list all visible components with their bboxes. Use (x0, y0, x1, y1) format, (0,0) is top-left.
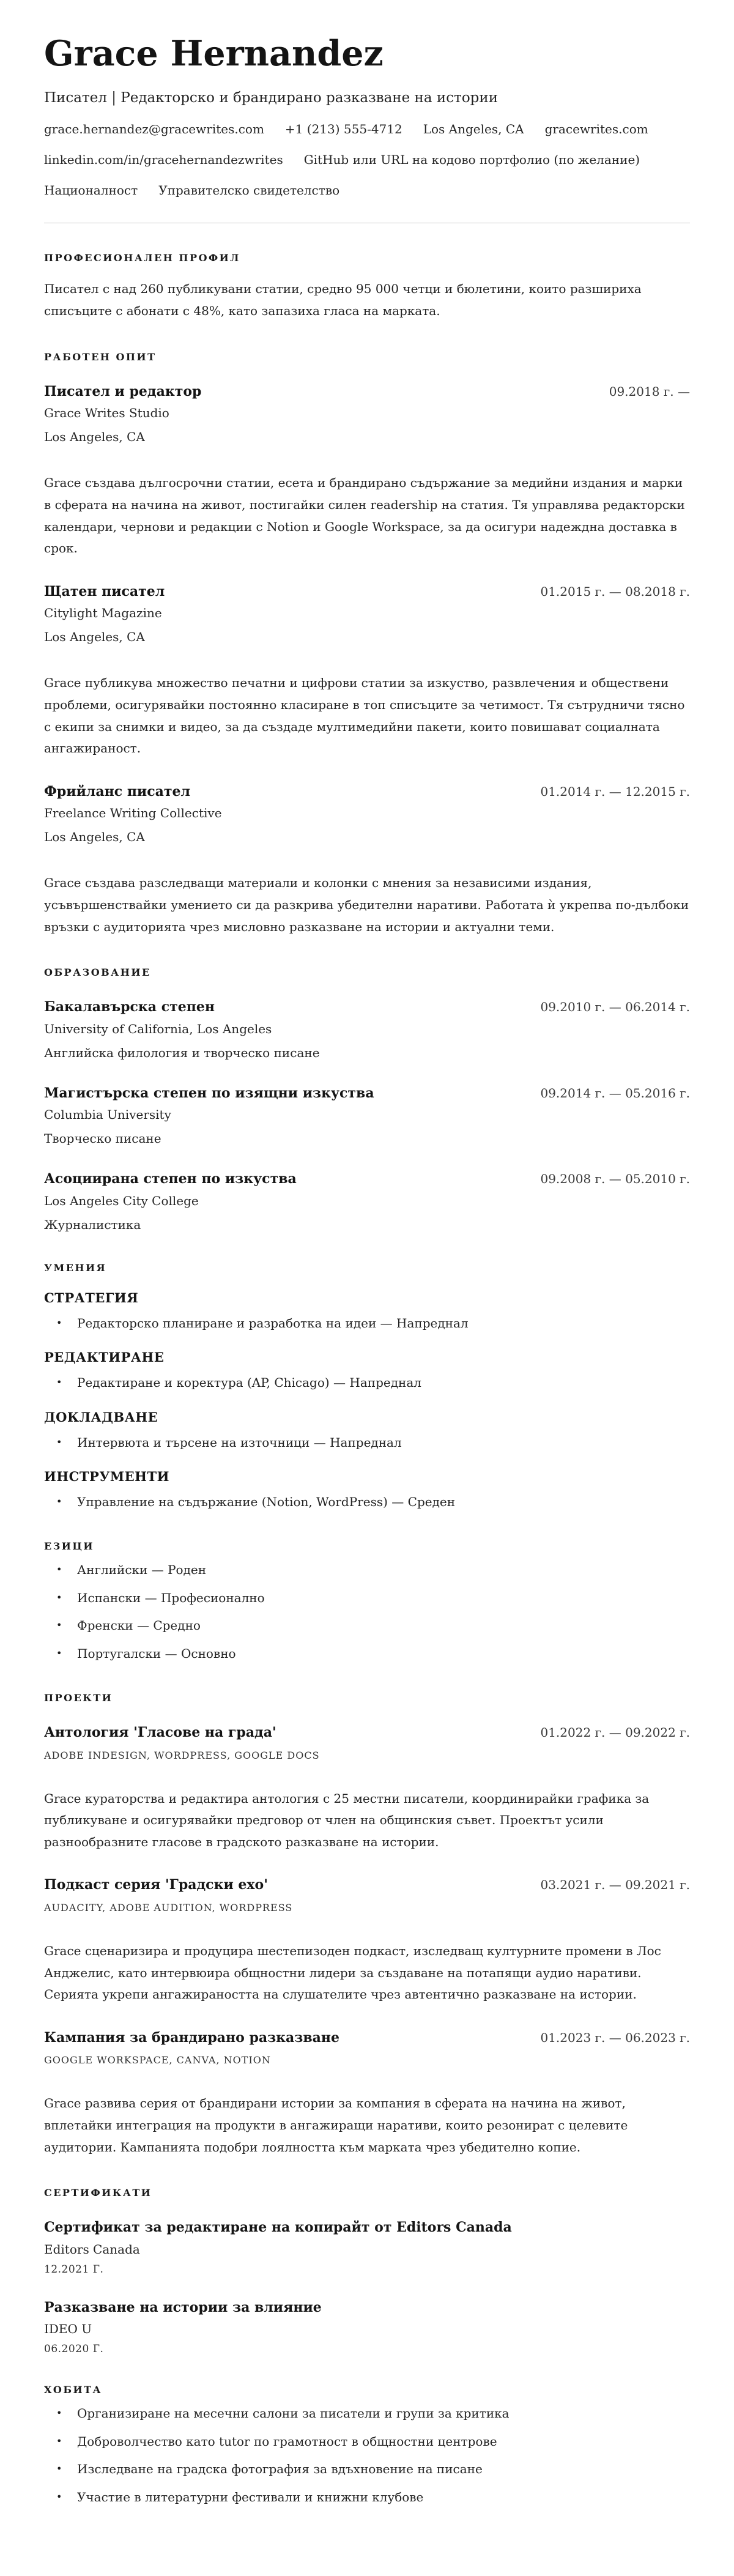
education-header (44, 1085, 690, 1102)
certificate-entry (44, 2299, 690, 2356)
school-name: Columbia University (44, 1107, 171, 1123)
skill-group-title: ИНСТРУМЕНТИ (44, 1469, 169, 1485)
website-text: gracewrites.com (544, 122, 648, 137)
section-education (44, 967, 690, 1233)
language-item: • Френски — Средно (44, 1616, 690, 1635)
hobby-item: • Организиране на месечни салони за писатели и групи за критика (44, 2403, 690, 2423)
contact-block (44, 121, 690, 199)
job-company: Freelance Writing Collective (44, 806, 222, 821)
project-title: Подкаст серия 'Градски ехо' (44, 1877, 268, 1893)
section-languages (44, 1540, 690, 1663)
nationality-text: Националност (44, 183, 138, 198)
field-of-study: Английска филология и творческо писане (44, 1045, 320, 1060)
job-dates: 09.2018 г. — (609, 384, 690, 399)
job-title: Писател и редактор (44, 383, 202, 399)
linkedin-text: linkedin.com/in/gracehernandezwrites (44, 152, 283, 168)
hobbies-heading: ХОБИТА (44, 2384, 103, 2396)
contact-row-1 (44, 121, 690, 138)
education-entry (44, 1085, 690, 1148)
field-of-study: Творческо писане (44, 1131, 161, 1146)
section-experience (44, 351, 690, 938)
project-entry (44, 1724, 690, 1853)
hobby-item: • Участие в литературни фестивали и книжни клубове (44, 2487, 690, 2507)
certificate-org: Editors Canada (44, 2241, 140, 2257)
language-list (44, 1560, 690, 1663)
hobby-item: • Доброволчество като tutor по грамотност в общностни центрове (44, 2432, 690, 2451)
degree-title: Бакалавърска степен (44, 999, 215, 1015)
email-text: grace.hernandez@gracewrites.com (44, 122, 264, 137)
education-entry (44, 998, 690, 1061)
job-description: Grace създава разследващи материали и колонки с мнения за независими издания, усъвършенствайки умението си да разкрива убедителни наративи. Работата ѝ укрепва по-дълбоки връзки с аудиторията чрез мисловно разказване на истории и актуални теми. (44, 875, 689, 934)
education-header (44, 1170, 690, 1188)
profile-text: Писател с над 260 публикувани статии, средно 95 000 четци и бюлетини, които разшириха списъците с абонати с 48%, като запазиха гласа на марката. (44, 281, 642, 319)
project-description: Grace кураторства и редактира антология с 25 местни писатели, координирайки графика за публикуване и осигурявайки предговор от член на общинския съвет. Проектът усили разнообразните гласове в градското разказване на истории. (44, 1791, 650, 1849)
job-header (44, 383, 690, 401)
portfolio-text: GitHub или URL на кодово портфолио (по желание) (303, 152, 640, 168)
job-entry (44, 583, 690, 760)
project-header (44, 1724, 690, 1742)
section-profile (44, 252, 690, 322)
skill-group-title: ДОКЛАДВАНЕ (44, 1409, 158, 1425)
project-title: Антология 'Гласове на града' (44, 1724, 276, 1741)
education-entry (44, 1170, 690, 1233)
certificate-title: Разказване на истории за влияние (44, 2299, 322, 2315)
certificates-heading: СЕРТИФИКАТИ (44, 2187, 152, 2199)
education-dates: 09.2014 г. — 05.2016 г. (540, 1085, 690, 1101)
skill-group (44, 1349, 690, 1392)
license-text: Управителско свидетелство (158, 183, 340, 198)
certificate-date: 06.2020 Г. (44, 2343, 104, 2356)
job-entry (44, 783, 690, 938)
skill-group (44, 1469, 690, 1512)
skill-group (44, 1409, 690, 1452)
job-location: Los Angeles, CA (44, 629, 145, 645)
language-item: • Английски — Роден (44, 1560, 690, 1579)
certificate-org: IDEO U (44, 2322, 92, 2337)
phone-text: +1 (213) 555-4712 (284, 122, 402, 137)
skill-list (44, 1373, 690, 1392)
contact-row-2 (44, 151, 690, 169)
certificate-title: Сертификат за редактиране на копирайт от Editors Canada (44, 2219, 512, 2236)
project-entry (44, 1876, 690, 2005)
school-name: Los Angeles City College (44, 1193, 199, 1208)
section-hobbies (44, 2384, 690, 2507)
skill-item: • Управление на съдържание (Notion, WordPress) — Среден (44, 1492, 690, 1512)
section-skills (44, 1262, 690, 1512)
job-company: Citylight Magazine (44, 606, 162, 621)
education-dates: 09.2010 г. — 06.2014 г. (540, 1000, 690, 1015)
certificate-entry (44, 2219, 690, 2276)
person-name: Grace Hernandez (44, 33, 384, 74)
project-header (44, 1876, 690, 1894)
skill-group-title: СТРАТЕГИЯ (44, 1290, 139, 1305)
project-tools: ADOBE INDESIGN, WORDPRESS, GOOGLE DOCS (44, 1749, 320, 1761)
project-dates: 01.2023 г. — 06.2023 г. (540, 2030, 690, 2045)
job-header (44, 583, 690, 601)
job-description: Grace публикува множество печатни и цифрови статии за изкуство, развлечения и обществени проблеми, осигурявайки постоянно класиране в топ списъците за четимост. Тя сътрудничи тясно с екипи за снимки и видео, за да създаде мултимедийни пакети, които повишават социалната ангажираност. (44, 675, 685, 756)
hobby-list (44, 2403, 690, 2507)
job-header (44, 783, 690, 801)
location-text: Los Angeles, CA (423, 122, 524, 137)
job-dates: 01.2014 г. — 12.2015 г. (540, 784, 690, 799)
language-item: • Португалски — Основно (44, 1644, 690, 1663)
job-description: Grace създава дългосрочни статии, есета и брандирано съдържание за медийни издания и марки в сферата на начина на живот, постигайки силен readership на статия. Тя управлява редакторски календари, чернови и редакции с Notion и Google Workspace, за да осигури надеждна доставка в срок. (44, 475, 685, 556)
skills-heading: УМЕНИЯ (44, 1261, 107, 1274)
project-dates: 01.2022 г. — 09.2022 г. (540, 1725, 690, 1740)
degree-title: Асоциирана степен по изкуства (44, 1171, 297, 1187)
project-description: Grace развива серия от брандирани истории за компания в сферата на начина на живот, вплетайки интеграция на продукти в ангажиращи наративи, които резонират с целевите аудитории. Кампанията подобри лоялността към марката чрез убедително копие. (44, 2096, 628, 2155)
projects-heading: ПРОЕКТИ (44, 1692, 113, 1704)
skill-list (44, 1433, 690, 1452)
skill-item: • Редактиране и коректура (AP, Chicago) — Напреднал (44, 1373, 690, 1392)
contact-row-3 (44, 182, 690, 199)
skill-list (44, 1313, 690, 1333)
project-description: Grace сценаризира и продуцира шестепизоден подкаст, изследващ културните промени в Лос Анджелис, като интервюира общностни лидери за създаване на потапящи аудио наративи. Серията укрепи ангажираността на слушателите чрез автентично разказване на истории. (44, 1943, 661, 2002)
hobby-item: • Изследване на градска фотография за вдъхновение на писане (44, 2459, 690, 2479)
degree-title: Магистърска степен по изящни изкуства (44, 1085, 374, 1101)
field-of-study: Журналистика (44, 1217, 141, 1232)
project-header (44, 2029, 690, 2047)
job-company: Grace Writes Studio (44, 406, 169, 421)
job-location: Los Angeles, CA (44, 830, 145, 845)
project-entry (44, 2029, 690, 2158)
language-item: • Испански — Професионално (44, 1588, 690, 1608)
project-tools: AUDACITY, ADOBE AUDITION, WORDPRESS (44, 1901, 293, 1913)
experience-heading: РАБОТЕН ОПИТ (44, 351, 157, 363)
profile-heading: ПРОФЕСИОНАЛЕН ПРОФИЛ (44, 252, 240, 264)
education-heading: ОБРАЗОВАНИЕ (44, 967, 151, 979)
school-name: University of California, Los Angeles (44, 1021, 272, 1036)
project-tools: GOOGLE WORKSPACE, CANVA, NOTION (44, 2054, 271, 2066)
education-header (44, 998, 690, 1016)
section-projects (44, 1692, 690, 2158)
section-certificates (44, 2187, 690, 2355)
tagline: Писател | Редакторско и брандирано разказване на истории (44, 89, 499, 106)
job-entry (44, 383, 690, 560)
skill-item: • Редакторско планиране и разработка на идеи — Напреднал (44, 1313, 690, 1333)
skill-group (44, 1290, 690, 1333)
project-title: Кампания за брандирано разказване (44, 2029, 339, 2046)
job-title: Фрийланс писател (44, 783, 191, 800)
languages-heading: ЕЗИЦИ (44, 1540, 94, 1553)
skill-item: • Интервюта и търсене на източници — Напреднал (44, 1433, 690, 1452)
resume-header (44, 34, 690, 199)
education-dates: 09.2008 г. — 05.2010 г. (540, 1171, 690, 1187)
skill-list (44, 1492, 690, 1512)
certificate-date: 12.2021 Г. (44, 2263, 104, 2276)
job-dates: 01.2015 г. — 08.2018 г. (540, 584, 690, 599)
project-dates: 03.2021 г. — 09.2021 г. (540, 1877, 690, 1893)
job-location: Los Angeles, CA (44, 429, 145, 445)
job-title: Щатен писател (44, 583, 165, 599)
skill-group-title: РЕДАКТИРАНЕ (44, 1349, 165, 1365)
